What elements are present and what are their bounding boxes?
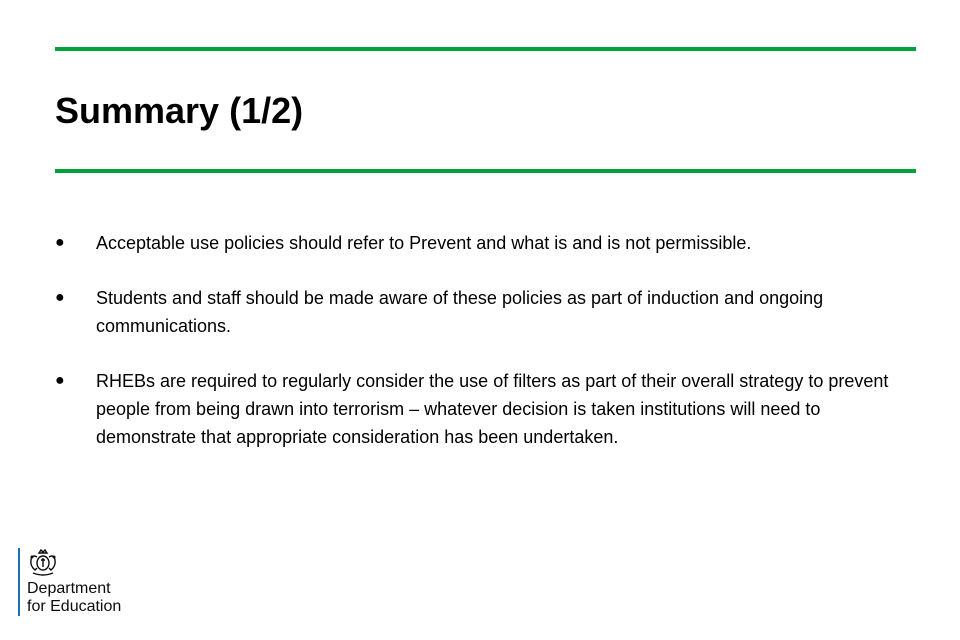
title-divider (55, 169, 916, 173)
logo-text (27, 580, 121, 616)
bullet-item (55, 284, 905, 340)
bullet-item (55, 229, 905, 257)
bullet-text: Acceptable use policies should refer to Prevent and what is and is not permissible. (96, 233, 752, 253)
bullet-text: Students and staff should be made aware of these policies as part of induction and ongoing communications. (96, 288, 824, 336)
bullet-dot-icon: ● (55, 234, 65, 251)
bullet-list (55, 229, 905, 478)
slide-title: Summary (1/2) (55, 90, 304, 131)
top-divider (55, 47, 916, 51)
royal-coat-of-arms-icon (26, 548, 60, 578)
logo-line-1: Department (27, 580, 111, 597)
department-for-education-logo (18, 548, 148, 618)
bullet-dot-icon: ● (55, 372, 65, 389)
logo-line-2: for Education (27, 598, 122, 615)
bullet-item (55, 367, 905, 451)
bullet-dot-icon: ● (55, 289, 65, 306)
logo-bar (18, 548, 20, 616)
bullet-text: RHEBs are required to regularly consider the use of filters as part of their overall strategy to prevent people from being drawn into terrorism – whatever decision is taken institutions will need to demonstrate that appropriate consideration has been undertaken. (96, 371, 889, 447)
